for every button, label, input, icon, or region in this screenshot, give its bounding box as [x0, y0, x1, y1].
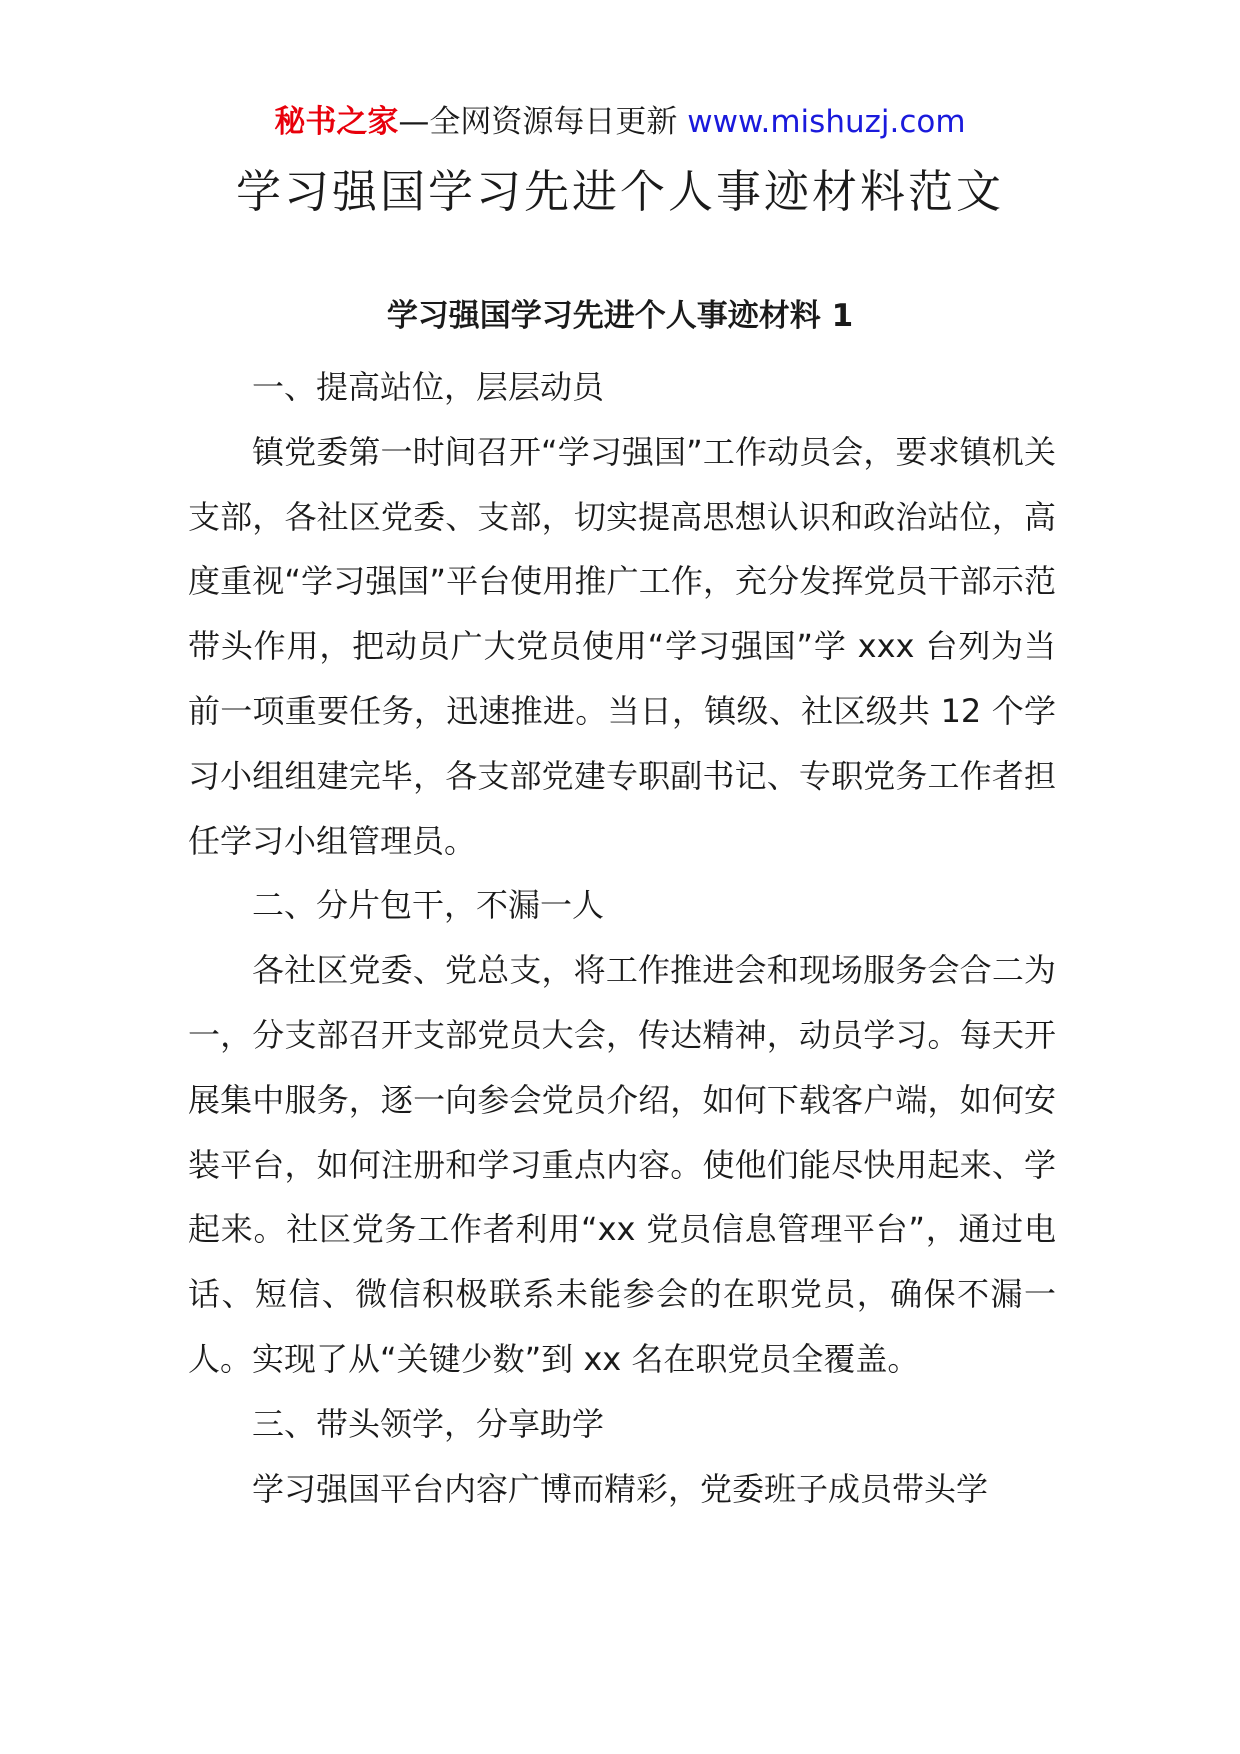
- section-heading: 二、分片包干，不漏一人: [252, 886, 605, 925]
- document-body: [188, 355, 1056, 1521]
- brand-url-link[interactable]: www.mishuzj.com: [687, 104, 966, 140]
- body-paragraph: 镇党委第一时间召开“学习强国”工作动员会，要求镇机关支部，各社区党委、支部，切实提高思想认识和政治站位，高度重视“学习强国”平台使用推广工作，充分发挥党员干部示范带头作用，把动员广大党员使用“学习强国”学 xxx 台列为当前一项重要任务，迅速推进。当日，镇级、社区级共 12 个学习小组组建完毕，各支部党建专职副书记、专职党务工作者担任学习小组管理员。: [188, 432, 1056, 860]
- section-title: 学习强国学习先进个人事迹材料 1: [386, 298, 854, 334]
- document-title: 学习强国学习先进个人事迹材料范文: [235, 165, 1004, 218]
- brand-name: 秘书之家: [274, 104, 399, 140]
- body-paragraph: 各社区党委、党总支，将工作推进会和现场服务会合二为一，分支部召开支部党员大会，传达精神，动员学习。每天开展集中服务，逐一向参会党员介绍，如何下载客户端，如何安装平台，如何注册和学习重点内容。使他们能尽快用起来、学起来。社区党务工作者利用“xx 党员信息管理平台”，通过电话、短信、微信积极联系未能参会的在职党员，确保不漏一人。实现了从“关键少数”到 xx 名在职党员全覆盖。: [188, 951, 1056, 1378]
- site-header: [0, 100, 1240, 144]
- section-heading: 三、带头领学，分享助学: [252, 1404, 605, 1443]
- section-heading: 一、提高站位，层层动员: [252, 368, 605, 406]
- body-paragraph: 学习强国平台内容广博而精彩，党委班子成员带头学: [252, 1469, 989, 1508]
- brand-tagline: —全网资源每日更新: [398, 104, 678, 140]
